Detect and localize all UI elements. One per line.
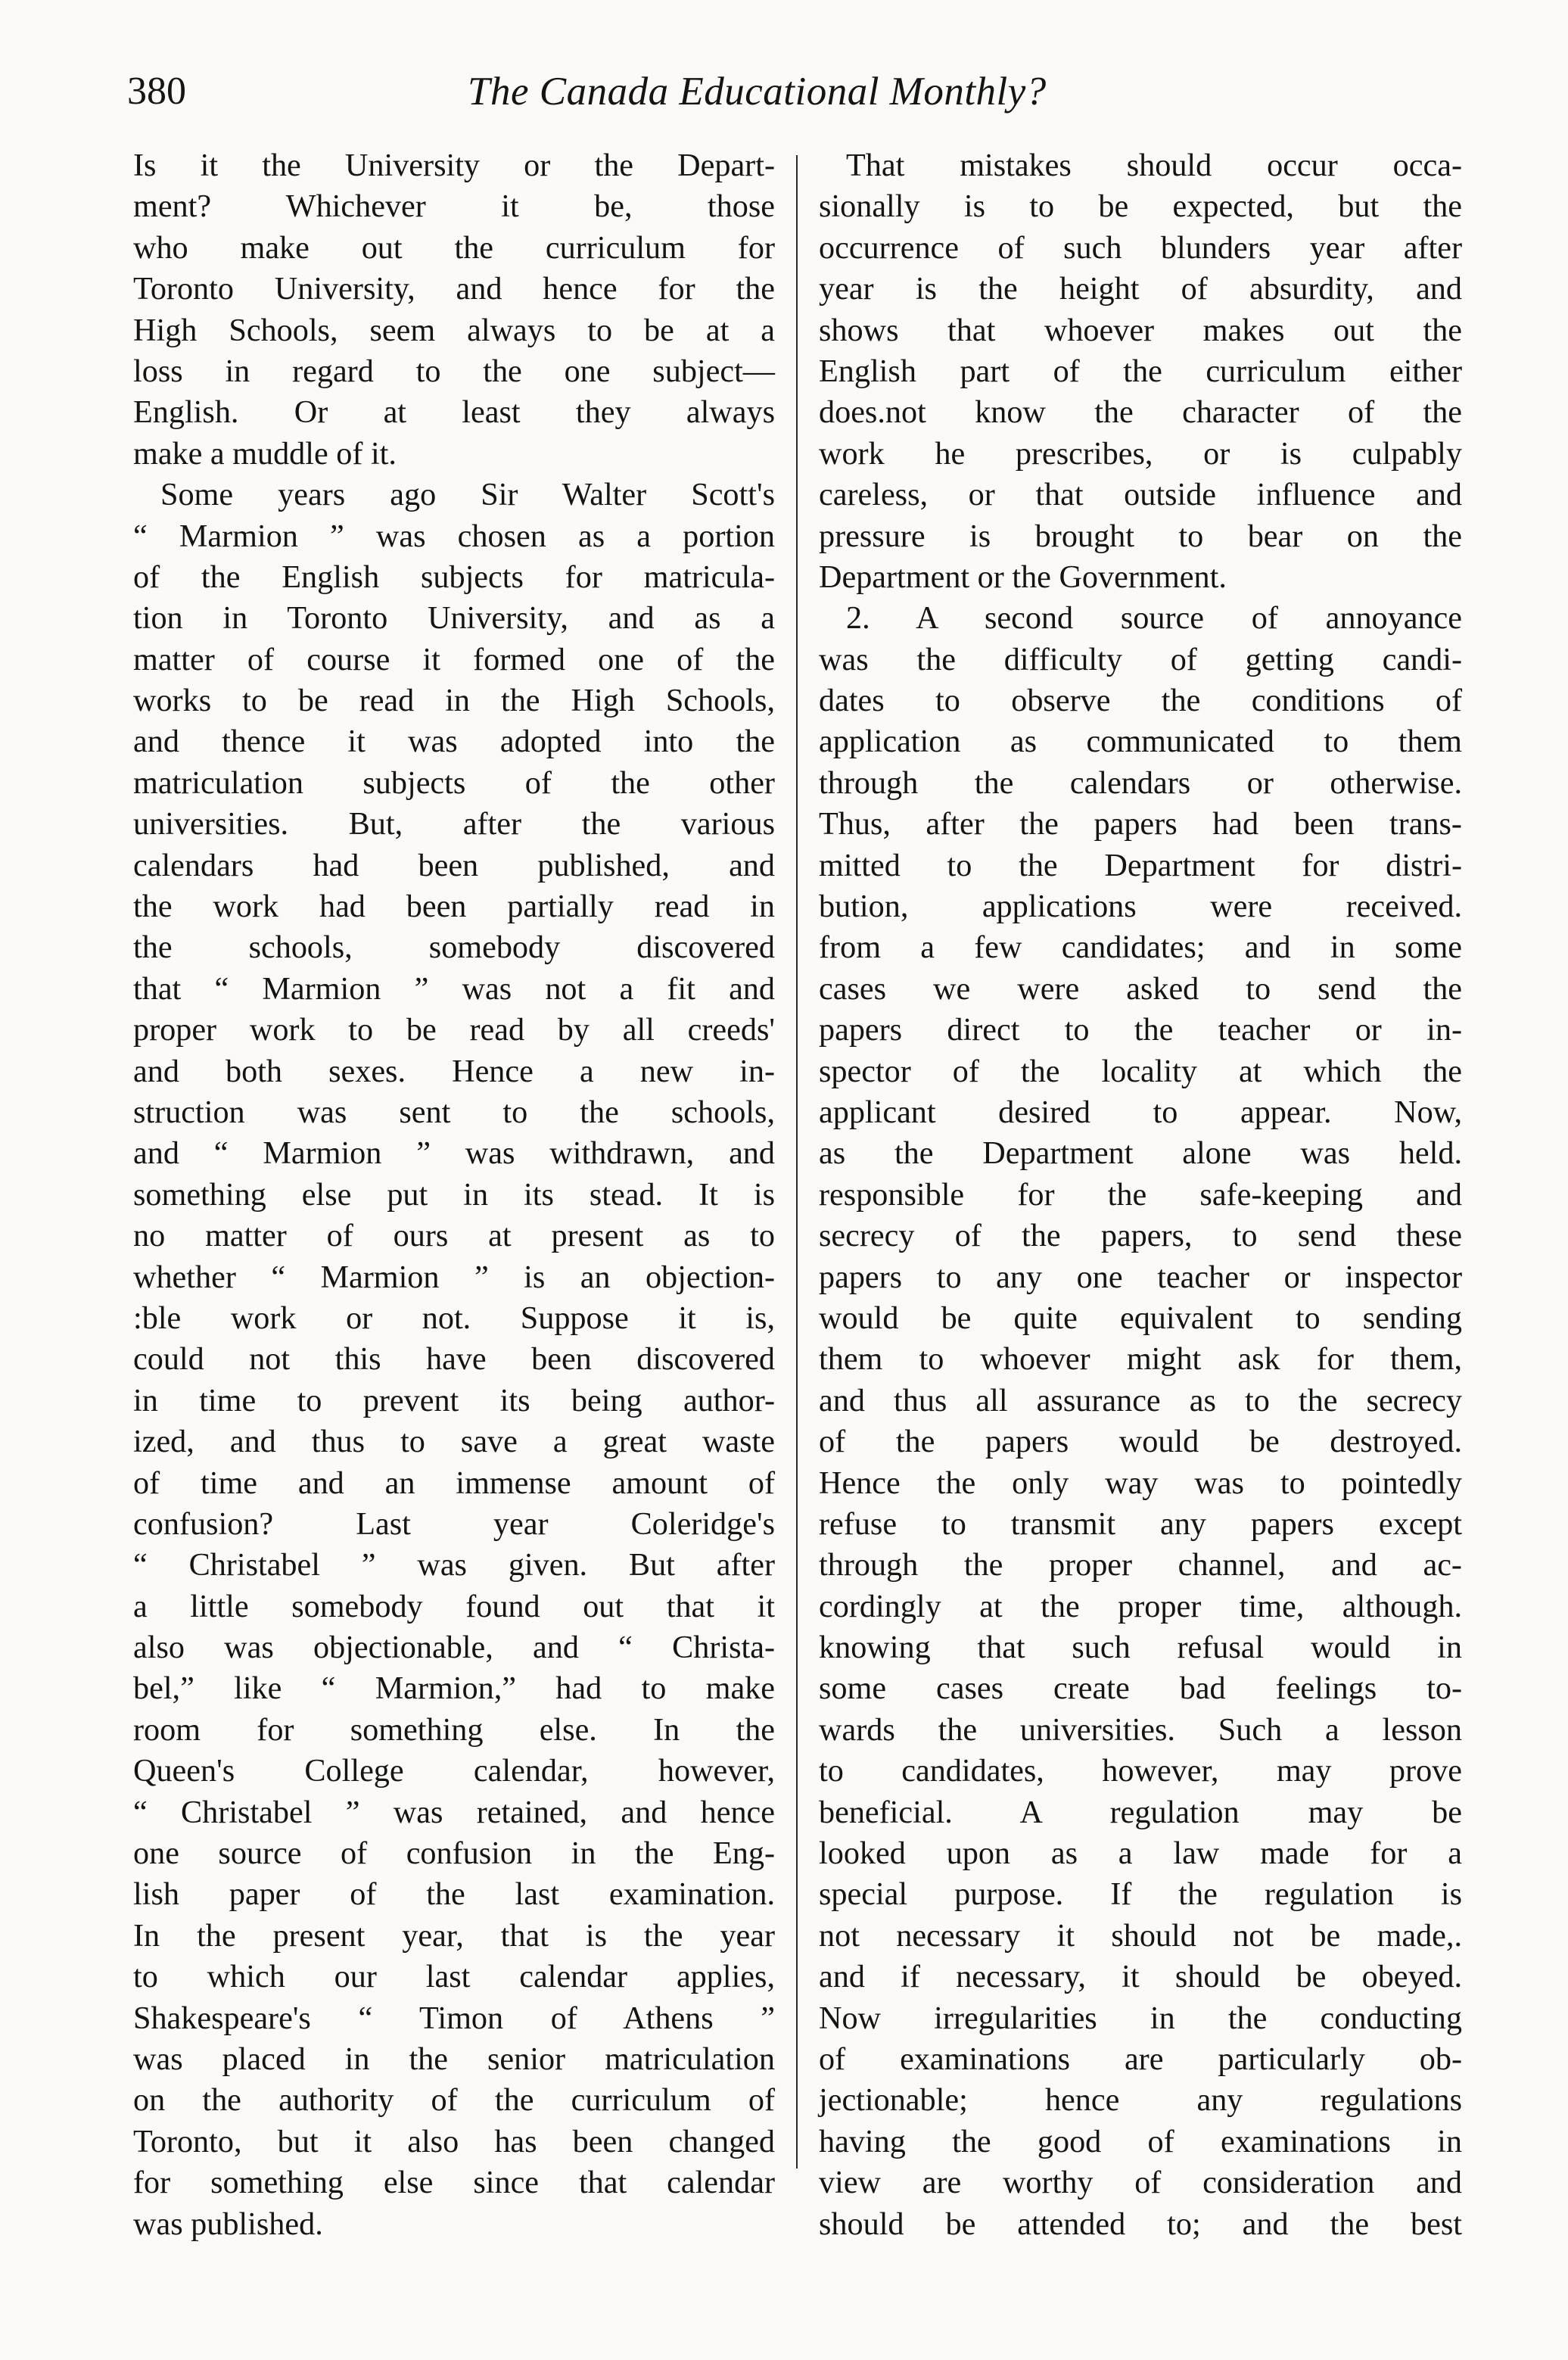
column-divider (796, 155, 798, 2169)
text-line: papers to any one teacher or inspector (819, 1259, 1462, 1295)
text-line: wards the universities. Such a lesson (819, 1711, 1462, 1748)
text-line: having the good of examinations in (819, 2123, 1462, 2159)
text-line: ment? Whichever it be, those (133, 188, 775, 225)
text-line: Toronto University, and hence for the (133, 271, 775, 307)
text-line: application as communicated to them (819, 724, 1462, 760)
text-line: of time and an immense amount of (133, 1465, 775, 1501)
text-line: was published. (133, 2206, 323, 2242)
text-line: Queen's College calendar, however, (133, 1753, 775, 1789)
text-line: was the difficulty of getting candi- (819, 641, 1462, 677)
text-line: from a few candidates; and in some (819, 929, 1462, 966)
text-line: could not this have been discovered (133, 1341, 775, 1378)
text-line: occurrence of such blunders year after (819, 229, 1462, 266)
text-line: bution, applications were received. (819, 889, 1462, 925)
text-line: also was objectionable, and “ Christa- (133, 1630, 775, 1666)
text-line: should be attended to; and the best (819, 2206, 1462, 2242)
text-line: of the English subjects for matricula- (133, 559, 775, 595)
text-line: Hence the only way was to pointedly (819, 1465, 1462, 1501)
text-line: That mistakes should occur occa- (846, 148, 1462, 183)
text-line: special purpose. If the regulation is (819, 1876, 1462, 1913)
text-line: “ Christabel ” was given. But after (133, 1547, 775, 1583)
text-line: some cases create bad feelings to- (819, 1670, 1462, 1707)
text-line: :ble work or not. Suppose it is, (133, 1300, 775, 1336)
text-line: refuse to transmit any papers except (819, 1505, 1462, 1542)
text-line: Now irregularities in the conducting (819, 2000, 1462, 2036)
text-line: that “ Marmion ” was not a fit and (133, 970, 775, 1007)
text-line: matter of course it formed one of the (133, 641, 775, 677)
text-line: and thence it was adopted into the (133, 724, 775, 760)
text-line: tion in Toronto University, and as a (133, 600, 775, 637)
text-line: beneficial. A regulation may be (819, 1794, 1462, 1830)
text-line: of the papers would be destroyed. (819, 1424, 1462, 1460)
text-line: does.not know the character of the (819, 394, 1462, 431)
text-line: work he prescribes, or is culpably (819, 435, 1462, 472)
text-line: pressure is brought to bear on the (819, 518, 1462, 554)
text-line: calendars had been published, and (133, 847, 775, 883)
text-line: looked upon as a law made for a (819, 1835, 1462, 1872)
text-line: bel,” like “ Marmion,” had to make (133, 1670, 775, 1707)
text-line: a little somebody found out that it (133, 1588, 775, 1624)
text-line: of examinations are particularly ob- (819, 2041, 1462, 2077)
text-line: to which our last calendar applies, (133, 1959, 775, 1995)
text-line: Shakespeare's “ Timon of Athens ” (133, 2000, 775, 2036)
text-line: Toronto, but it also has been changed (133, 2123, 775, 2159)
page-header (127, 65, 1467, 126)
left-text-column (133, 145, 775, 2245)
text-line: papers direct to the teacher or in- (819, 1012, 1462, 1048)
text-line: through the calendars or otherwise. (819, 764, 1462, 801)
text-line: view are worthy of consideration and (819, 2165, 1462, 2201)
text-line: Is it the University or the Depart- (133, 148, 775, 183)
text-line: loss in regard to the one subject— (133, 353, 775, 389)
text-line: mitted to the Department for distri- (819, 847, 1462, 883)
text-line: “ Marmion ” was chosen as a portion (133, 518, 775, 554)
text-line: year is the height of absurdity, and (819, 271, 1462, 307)
text-line: In the present year, that is the year (133, 1917, 775, 1954)
running-title: The Canada Educational Monthly? (468, 70, 1047, 114)
text-line: shows that whoever makes out the (819, 312, 1462, 348)
text-line: “ Christabel ” was retained, and hence (133, 1794, 775, 1830)
text-line: and “ Marmion ” was withdrawn, and (133, 1135, 775, 1172)
text-line: universities. But, after the various (133, 806, 775, 842)
text-line: the schools, somebody discovered (133, 929, 775, 966)
text-line: English part of the curriculum either (819, 353, 1462, 389)
text-line: would be quite equivalent to sending (819, 1300, 1462, 1336)
text-line: to candidates, however, may prove (819, 1753, 1462, 1789)
text-line: not necessary it should not be made,. (819, 1917, 1462, 1954)
text-line: English. Or at least they always (133, 394, 775, 431)
text-line: cordingly at the proper time, although. (819, 1588, 1462, 1624)
text-line: them to whoever might ask for them, (819, 1341, 1462, 1378)
text-line: for something else since that calendar (133, 2165, 775, 2201)
text-line: was placed in the senior matriculation (133, 2041, 775, 2077)
right-text-column (819, 145, 1462, 2245)
text-line: the work ha⁠d been partially read in (133, 889, 775, 925)
text-line: cases we were asked to send the (819, 970, 1462, 1007)
text-line: knowing that such refusal would in (819, 1630, 1462, 1666)
text-line: proper work to be read by all creeds' (133, 1012, 775, 1048)
text-line: ized, and thus to save a great waste (133, 1424, 775, 1460)
text-line: through the proper channel, and ac- (819, 1547, 1462, 1583)
text-line: secrecy of the papers, to send these (819, 1218, 1462, 1254)
text-line: confusion? Last year Coleridge's (133, 1505, 775, 1542)
text-line: as the Department alone was held. (819, 1135, 1462, 1172)
text-line: careless, or that outside influence and (819, 477, 1462, 513)
text-line: in time to prevent its being author- (133, 1382, 775, 1418)
text-line: room for something else. In the (133, 1711, 775, 1748)
text-line: Department or the Government. (819, 559, 1227, 595)
text-line: High Schools, seem always to be at a (133, 312, 775, 348)
text-line: 2. A second source of annoyance (846, 600, 1462, 637)
text-line: whether “ Marmion ” is an objection- (133, 1259, 775, 1295)
text-line: who make out the curriculum for (133, 229, 775, 266)
text-line: spector of the locality at which the (819, 1053, 1462, 1089)
text-line: sionally is to be expected, but the (819, 188, 1462, 225)
page-number: 380 (127, 70, 186, 113)
text-line: no matter of ours at present as to (133, 1218, 775, 1254)
text-line: responsible for the safe-keeping and (819, 1176, 1462, 1213)
text-line: matriculation subjects of the other (133, 764, 775, 801)
text-line: and thus all assurance as to the secrecy (819, 1382, 1462, 1418)
text-line: Some years ago Sir Walter Scott's (160, 477, 775, 513)
text-line: Thus, after the papers had been trans- (819, 806, 1462, 842)
text-line: something else put in its stead. It is (133, 1176, 775, 1213)
text-line: struction was sent to the schools, (133, 1094, 775, 1130)
text-line: on the authority of the curriculum of (133, 2082, 775, 2119)
text-line: applicant desired to appear. Now, (819, 1094, 1462, 1130)
text-line: dates to observe the conditions of (819, 683, 1462, 719)
text-line: and both sexes. Hence a new in- (133, 1053, 775, 1089)
text-line: one source of confusion in the Eng- (133, 1835, 775, 1872)
text-line: works to be read in the High Schools, (133, 683, 775, 719)
text-line: jectionable; hence any regulations (819, 2082, 1462, 2119)
text-line: make a muddle of it. (133, 435, 397, 472)
text-line: lish paper of the last examination. (133, 1876, 775, 1913)
text-line: and if necessary, it should be obeyed. (819, 1959, 1462, 1995)
